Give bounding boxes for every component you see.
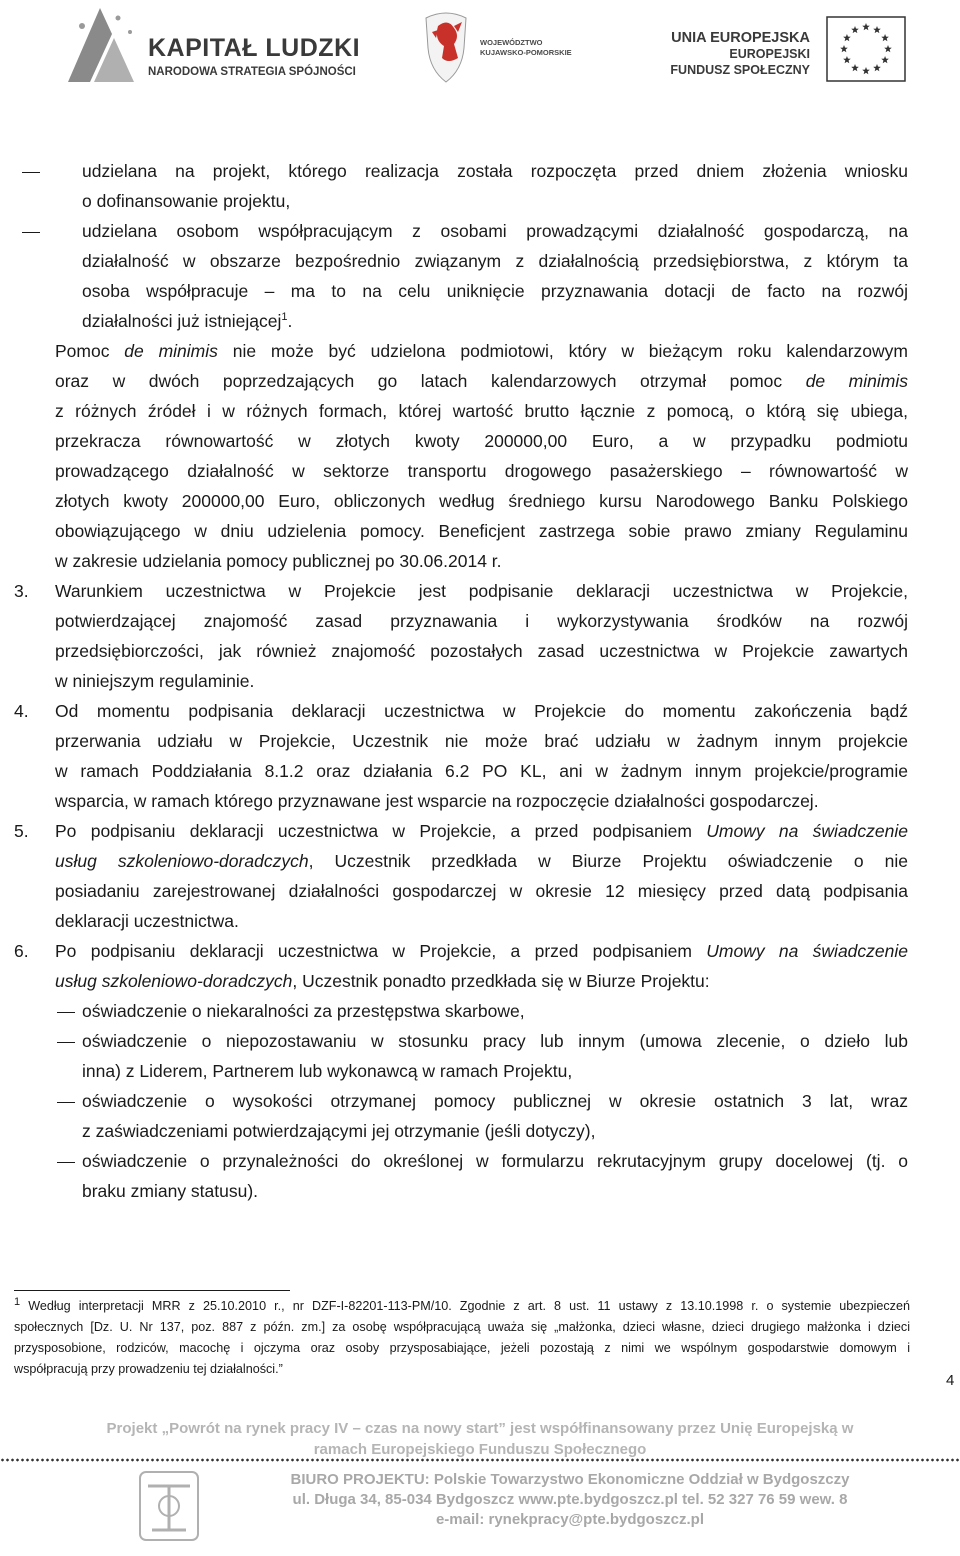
footnote-line: [14, 1296, 910, 1317]
text-line: oświadczenie o wysokości otrzymanej pomocy publicznej w okresie ostatnich 3 lat, wraz: [82, 1091, 908, 1111]
wojewodztwo-line-2: KUJAWSKO-POMORSKIE: [480, 48, 572, 57]
text-span: działalności już istniejącej: [82, 311, 282, 331]
text-line: [55, 937, 908, 967]
dash-bullet: [57, 1042, 75, 1043]
dash-bullet: [57, 1162, 75, 1163]
footnote-reference[interactable]: 1: [281, 311, 288, 324]
text-line: o dofinansowanie projektu,: [82, 191, 291, 211]
eu-line-3: FUNDUSZ SPOŁECZNY: [670, 63, 810, 77]
text-line: przedsiębiorczości, jak również znajomość pozostałych zasad uczestnictwa w Projekcie zawartych: [55, 641, 908, 661]
list-number: 3.: [14, 581, 29, 601]
dash-bullet: [57, 1102, 75, 1103]
text-line: z różnych źródeł i w różnych formach, której wartość brutto łącznie z pomocą, o którą się ubiega,: [55, 401, 908, 421]
text-line: Warunkiem uczestnictwa w Projekcie jest podpisanie deklaracji uczestnictwa w Projekcie,: [55, 581, 908, 601]
footnote-marker: 1: [14, 1295, 21, 1308]
text-line: wsparcia, w ramach którego przyznawane jest wsparcie na rozpoczęcie działalności gospodarczej.: [55, 791, 819, 811]
list-number: 4.: [14, 701, 29, 721]
kapital-ludzki-subtitle: NARODOWA STRATEGIA SPÓJNOŚCI: [148, 66, 356, 78]
text-span: , Uczestnik ponadto przedkłada się w Biurze Projektu:: [292, 971, 710, 991]
page-header: [0, 0, 960, 100]
footer-project-line-2: ramach Europejskiego Funduszu Społecznego: [313, 1441, 647, 1458]
wojewodztwo-logo: [418, 8, 598, 88]
dash-bullet: [22, 232, 40, 233]
text-line: braku zmiany statusu).: [82, 1181, 259, 1201]
text-line: z zaświadczeniami potwierdzającymi jej otrzymanie (jeśli dotyczy),: [82, 1121, 596, 1141]
eu-logo: [620, 16, 920, 86]
text-line: prowadzącego działalność w sektorze transportu drogowego pasażerskiego – równowartość w: [55, 461, 908, 481]
italic-term: de minimis: [124, 341, 218, 361]
footer-office-line-3[interactable]: e-mail: rynekpracy@pte.bydgoszcz.pl: [435, 1511, 705, 1528]
text-span: nie może być udzielona podmiotowi, który w bieżącym roku kalendarzowym: [217, 341, 908, 361]
text-line: [55, 967, 710, 997]
text-span: Według interpretacji MRR z 25.10.2010 r., nr DZF-I-82201-113-PM/10. Zgodnie z art. 8 ust. 11 ustawy z 13.10.1998 r. o systemie ubezpieczeń: [20, 1299, 910, 1313]
text-line: deklaracji uczestnictwa.: [55, 911, 239, 931]
text-line: potwierdzającej znajomość zasad przyznawania i wykorzystywania środków na rozwój: [55, 611, 908, 631]
footnote-line: współpracują przy prowadzeniu tej działalności.”: [14, 1362, 283, 1376]
text-line: posiadaniu zarejestrowanej działalności gospodarczej w okresie 12 miesięcy przed datą podpisania: [55, 881, 908, 901]
eu-line-1: UNIA EUROPEJSKA: [671, 30, 810, 46]
text-line: udzielana osobom współpracującym z osobami prowadzącymi działalność gospodarczą, na: [82, 221, 908, 241]
kapital-ludzki-logo: [60, 4, 370, 88]
text-line: działalność w obszarze bezpośrednio związanym z działalnością przedsiębiorstwa, z którym ta: [82, 251, 908, 271]
footnote-line: społecznych [Dz. U. Nr 137, poz. 887 z późn. zm.] za osobę współpracującą uważa się „małżonka, dzieci własne, dzieci drugiego małżonka i dzieci: [14, 1320, 910, 1334]
text-line: oświadczenie o niepozostawaniu w stosunku pracy lub innym (umowa zlecenie, o dzieło lub: [82, 1031, 908, 1051]
footer-office-info: [0, 1470, 960, 1530]
text-line: w zakresie udzielania pomocy publicznej po 30.06.2014 r.: [55, 551, 502, 571]
text-line: osoba współpracuje – ma to na celu uniknięcie przyznawania dotacji de facto na rozwój: [82, 281, 908, 301]
text-line: złotych kwoty 200000,00 Euro, obliczonych według średniego kursu Narodowego Banku Polskiego: [55, 491, 908, 511]
wojewodztwo-name: [480, 38, 572, 58]
footer-project-info: [0, 1418, 960, 1460]
text-line: [55, 367, 908, 397]
text-span: oraz w dwóch poprzedzających go latach kalendarzowych otrzymał pomoc: [55, 371, 806, 391]
text-line: [55, 847, 908, 877]
eu-line-2: EUROPEJSKI: [729, 47, 810, 61]
griffin-crest-icon: [418, 8, 474, 86]
footer-office-line-1: BIURO PROJEKTU: Polskie Towarzystwo Ekonomiczne Oddział w Bydgoszczy: [290, 1471, 850, 1488]
kapital-ludzki-title: KAPITAŁ LUDZKI: [148, 34, 361, 62]
text-line: w niniejszym regulaminie.: [55, 671, 255, 691]
wojewodztwo-line-1: WOJEWÓDZTWO: [480, 38, 543, 47]
text-line: oświadczenie o przynależności do określonej w formularzu rekrutacyjnym grupy docelowej (tj. o: [82, 1151, 908, 1171]
kapital-ludzki-mark-icon: [60, 4, 142, 86]
page-number: 4: [946, 1372, 955, 1389]
text-line: w ramach Poddziałania 8.1.2 oraz działania 6.2 PO KL, ani w żadnym innym projekcie/programie: [55, 761, 908, 781]
italic-term: usług szkoleniowo-doradczych: [55, 971, 293, 991]
italic-term: usług szkoleniowo-doradczych: [55, 851, 309, 871]
text-span: Po podpisaniu deklaracji uczestnictwa w Projekcie, a przed podpisaniem: [55, 941, 707, 961]
text-span: , Uczestnik przedkłada w Biurze Projektu oświadczenie o nie: [308, 851, 909, 871]
italic-term: Umowy na świadczenie: [706, 821, 908, 841]
footer-project-line-1: Projekt „Powrót na rynek pracy IV – czas na nowy start” jest współfinansowany przez Unię Europejską w: [106, 1420, 854, 1437]
eu-name: [670, 30, 810, 78]
text-line: [55, 817, 908, 847]
text-line: obowiązującego w dniu udzielenia pomocy. Beneficjent zastrzega sobie prawo zmiany Regulaminu: [55, 521, 908, 541]
text-line: przekracza równowartość w złotych kwoty 200000,00 Euro, a w przypadku podmiotu: [55, 431, 908, 451]
text-line: [82, 307, 292, 337]
footer-office-line-2[interactable]: ul. Długa 34, 85-034 Bydgoszcz www.pte.bydgoszcz.pl tel. 52 327 76 59 wew. 8: [292, 1491, 848, 1508]
italic-term: Umowy na świadczenie: [706, 941, 908, 961]
footer-dotted-divider: [0, 1458, 960, 1462]
footnote-line: przysposobione, rodziców, macochę i ojczyma oraz osoby przysposabiające, jeżeli pozostają z nimi we wspólnym gospodarstwie domowym i: [14, 1341, 910, 1355]
dash-bullet: [22, 172, 40, 173]
text-line: Od momentu podpisania deklaracji uczestnictwa w Projekcie do momentu zakończenia bądź: [55, 701, 908, 721]
text-span: Pomoc: [55, 341, 125, 361]
footnote-separator: [14, 1290, 290, 1291]
text-line: przerwania udziału w Projekcie, Uczestnik nie może brać udziału w żadnym innym projekcie: [55, 731, 908, 751]
text-line: udzielana na projekt, którego realizacja została rozpoczęta przed dniem złożenia wniosku: [82, 161, 908, 181]
text-span: .: [287, 311, 293, 331]
text-line: oświadczenie o niekaralności za przestępstwa skarbowe,: [82, 1001, 525, 1021]
dash-bullet: [57, 1012, 75, 1013]
text-span: Po podpisaniu deklaracji uczestnictwa w Projekcie, a przed podpisaniem: [55, 821, 707, 841]
eu-flag-icon: [826, 16, 906, 82]
text-line: [55, 337, 908, 367]
italic-term: de minimis: [805, 371, 908, 391]
list-number: 6.: [14, 941, 29, 961]
text-line: inna) z Liderem, Partnerem lub wykonawcą w ramach Projektu,: [82, 1061, 573, 1081]
list-number: 5.: [14, 821, 29, 841]
